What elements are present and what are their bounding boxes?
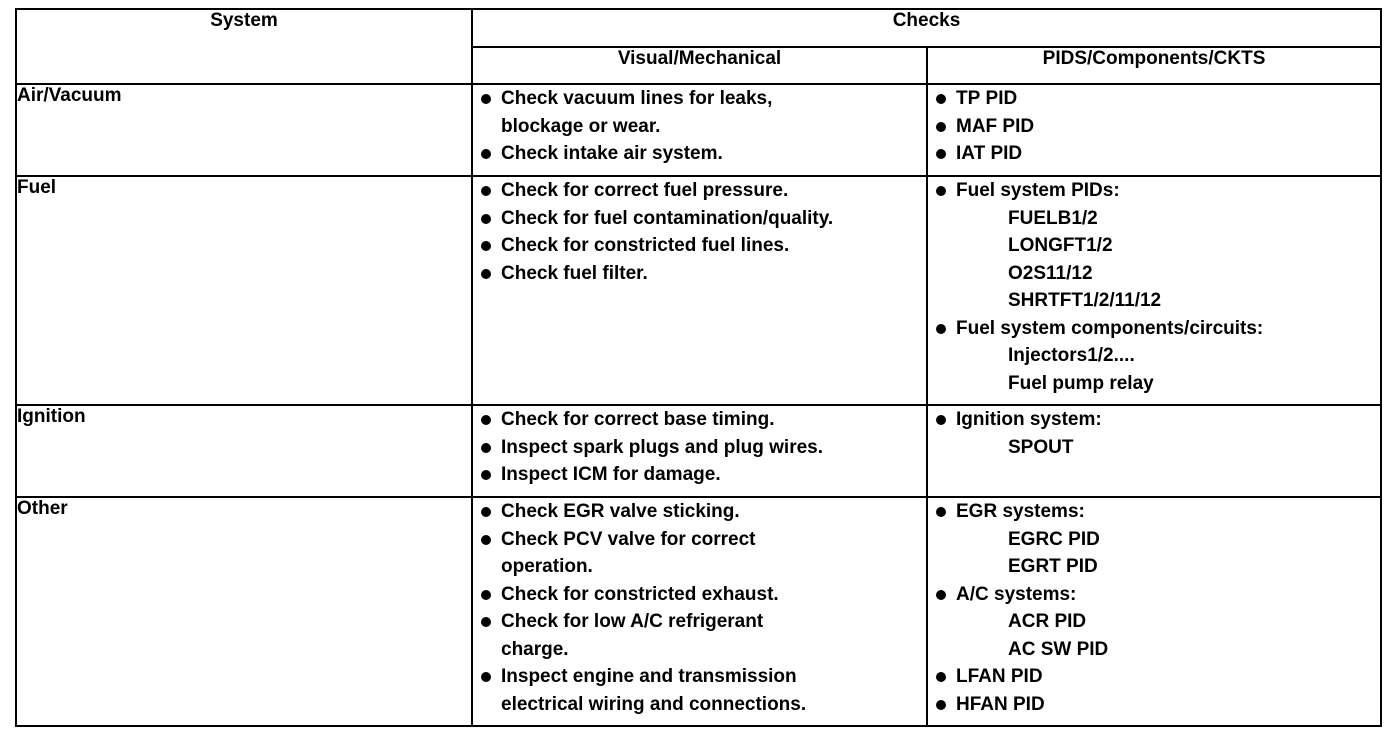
pid-group-heading: Fuel system components/circuits:: [928, 315, 1380, 343]
check-item: Inspect ICM for damage.: [473, 461, 926, 489]
bullet-icon: [936, 94, 946, 104]
check-item: Check intake air system.: [473, 140, 926, 168]
system-name: Other: [16, 497, 472, 726]
pid-name: FUELB1/2: [1008, 207, 1098, 229]
diagnostic-checks-table: [15, 8, 1382, 727]
pid-name: SPOUT: [1008, 436, 1074, 458]
check-item: Check fuel filter.: [473, 260, 926, 288]
bullet-icon: [481, 241, 491, 251]
bullet-icon: [481, 470, 491, 480]
system-name: Air/Vacuum: [16, 84, 472, 176]
header-visual-mechanical: Visual/Mechanical: [472, 47, 927, 84]
pid-name: EGRC PID: [1008, 528, 1100, 550]
check-item: Check EGR valve sticking.: [473, 498, 926, 526]
pid-name: SHRTFT1/2/11/12: [1008, 290, 1162, 311]
visual-checks-cell: [472, 84, 927, 176]
pid-item: TP PID: [928, 85, 1380, 113]
check-item: Check for correct fuel pressure.: [473, 177, 926, 205]
bullet-icon: [481, 214, 491, 224]
bullet-icon: [481, 186, 491, 196]
pid-item: IAT PID: [928, 140, 1380, 168]
check-item-continued: electrical wiring and connections.: [501, 693, 807, 715]
pid-item: MAF PID: [928, 113, 1380, 141]
pid-name: ACR PID: [1008, 611, 1087, 632]
bullet-icon: [481, 672, 491, 682]
check-item-continued: operation.: [501, 556, 593, 577]
bullet-icon: [936, 507, 946, 517]
pid-name: EGRT PID: [1008, 556, 1098, 577]
bullet-icon: [936, 672, 946, 682]
header-pids-components: PIDS/Components/CKTS: [927, 47, 1381, 84]
pid-group-heading: A/C systems:: [928, 581, 1380, 609]
visual-checks-cell: [472, 497, 927, 726]
pid-group-heading: EGR systems:: [928, 498, 1380, 526]
check-item: Check vacuum lines for leaks,: [473, 85, 926, 113]
bullet-icon: [481, 94, 491, 104]
bullet-icon: [481, 269, 491, 279]
check-item: Inspect engine and transmission: [473, 663, 926, 691]
component-name: Injectors1/2....: [1008, 345, 1135, 366]
bullet-icon: [481, 617, 491, 627]
table-row-fuel: [16, 176, 1381, 405]
pid-item: LFAN PID: [928, 663, 1380, 691]
check-item: Check for correct base timing.: [473, 406, 926, 434]
bullet-icon: [936, 149, 946, 159]
table-row-other: [16, 497, 1381, 726]
visual-checks-cell: [472, 405, 927, 497]
check-item: Check PCV valve for correct: [473, 526, 926, 554]
bullet-icon: [936, 700, 946, 710]
pid-name: LONGFT1/2: [1008, 235, 1113, 256]
bullet-icon: [936, 324, 946, 334]
system-name: Ignition: [16, 405, 472, 497]
bullet-icon: [936, 590, 946, 600]
header-checks: Checks: [472, 9, 1381, 47]
check-item: Check for constricted fuel lines.: [473, 232, 926, 260]
pid-name: O2S11/12: [1008, 262, 1093, 284]
visual-checks-cell: [472, 176, 927, 405]
header-system: System: [16, 9, 472, 84]
bullet-icon: [481, 415, 491, 425]
bullet-icon: [936, 122, 946, 132]
pid-group-heading: Ignition system:: [928, 406, 1380, 434]
bullet-icon: [936, 186, 946, 196]
bullet-icon: [481, 149, 491, 159]
bullet-icon: [936, 415, 946, 425]
component-name: Fuel pump relay: [1008, 372, 1154, 394]
pid-group-heading: Fuel system PIDs:: [928, 177, 1380, 205]
check-item: Check for fuel contamination/quality.: [473, 205, 926, 233]
system-name: Fuel: [16, 176, 472, 405]
check-item: Check for low A/C refrigerant: [473, 608, 926, 636]
bullet-icon: [481, 535, 491, 545]
check-item: Check for constricted exhaust.: [473, 581, 926, 609]
pids-cell: [927, 176, 1381, 405]
check-item-continued: charge.: [501, 638, 569, 660]
pids-cell: [927, 405, 1381, 497]
pids-cell: [927, 84, 1381, 176]
bullet-icon: [481, 507, 491, 517]
pid-name: AC SW PID: [1008, 638, 1109, 660]
pid-item: HFAN PID: [928, 691, 1380, 719]
check-item: Inspect spark plugs and plug wires.: [473, 434, 926, 462]
bullet-icon: [481, 590, 491, 600]
table-row-air-vacuum: [16, 84, 1381, 176]
pids-cell: [927, 497, 1381, 726]
table-row-ignition: [16, 405, 1381, 497]
bullet-icon: [481, 443, 491, 453]
check-item-continued: blockage or wear.: [501, 115, 661, 137]
